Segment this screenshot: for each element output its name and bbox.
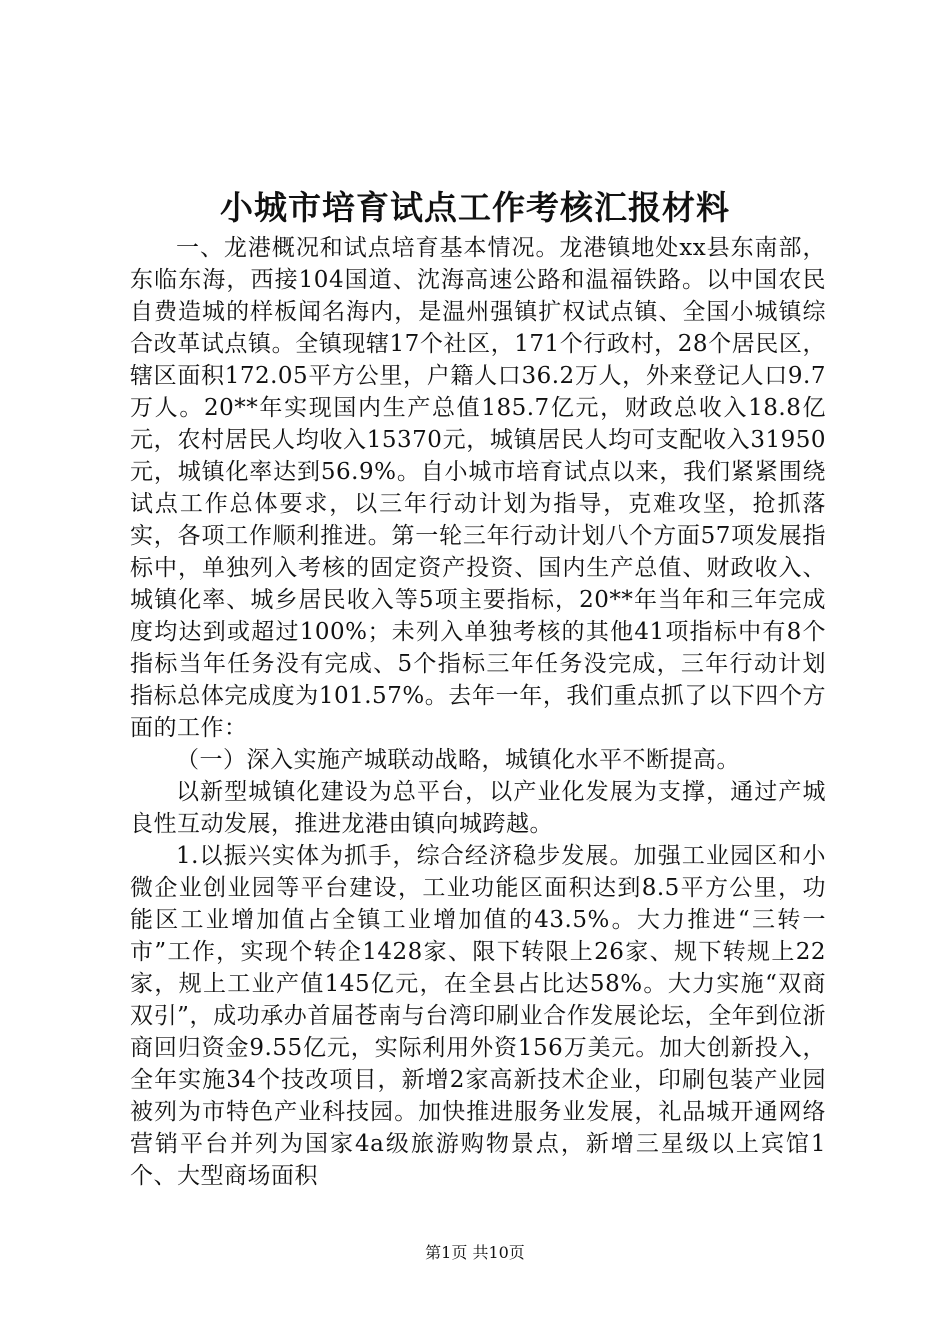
- paragraph-section-heading: （一）深入实施产城联动战略，城镇化水平不断提高。: [176, 747, 740, 773]
- document-body: [130, 232, 826, 1192]
- paragraph-summary: 以新型城镇化建设为总平台，以产业化发展为支撑，通过产城良性互动发展，推进龙港由镇向城跨越。: [130, 779, 826, 837]
- paragraph-overview: 一、龙港概况和试点培育基本情况。龙港镇地处xx县东南部，东临东海，西接104国道、沈海高速公路和温福铁路。以中国农民自费造城的样板闻名海内，是温州强镇扩权试点镇、全国小城镇综合改革试点镇。全镇现辖17个社区，171个行政村，28个居民区，辖区面积172.05平方公里，户籍人口36.2万人，外来登记人口9.7万人。20**年实现国内生产总值185.7亿元，财政总收入18.8亿元，农村居民人均收入15370元，城镇居民人均可支配收入31950元，城镇化率达到56.9%。自小城市培育试点以来，我们紧紧围绕试点工作总体要求，以三年行动计划为指导，克难攻坚，抢抓落实，各项工作顺利推进。第一轮三年行动计划八个方面57项发展指标中，单独列入考核的固定资产投资、国内生产总值、财政收入、城镇化率、城乡居民收入等5项主要指标，20**年当年和三年完成度均达到或超过100%；未列入单独考核的其他41项指标中有8个指标当年任务没有完成、5个指标三年任务没完成，三年行动计划指标总体完成度为101.57%。去年一年，我们重点抓了以下四个方面的工作：: [130, 235, 826, 741]
- page-number-footer: 第1页 共10页: [425, 1243, 525, 1262]
- paragraph-item-1: 1.以振兴实体为抓手，综合经济稳步发展。加强工业园区和小微企业创业园等平台建设，工业功能区面积达到8.5平方公里，功能区工业增加值占全镇工业增加值的43.5%。大力推进“三转一市”工作，实现个转企1428家、限下转限上26家、规下转规上22家，规上工业产值145亿元，在全县占比达58%。大力实施“双商双引”，成功承办首届苍南与台湾印刷业合作发展论坛，全年到位浙商回归资金9.55亿元，实际利用外资156万美元。加大创新投入，全年实施34个技改项目，新增2家高新技术企业，印刷包装产业园被列为市特色产业科技园。加快推进服务业发展，礼品城开通网络营销平台并列为国家4a级旅游购物景点，新增三星级以上宾馆1个、大型商场面积: [130, 843, 826, 1189]
- document-title: 小城市培育试点工作考核汇报材料: [220, 188, 730, 227]
